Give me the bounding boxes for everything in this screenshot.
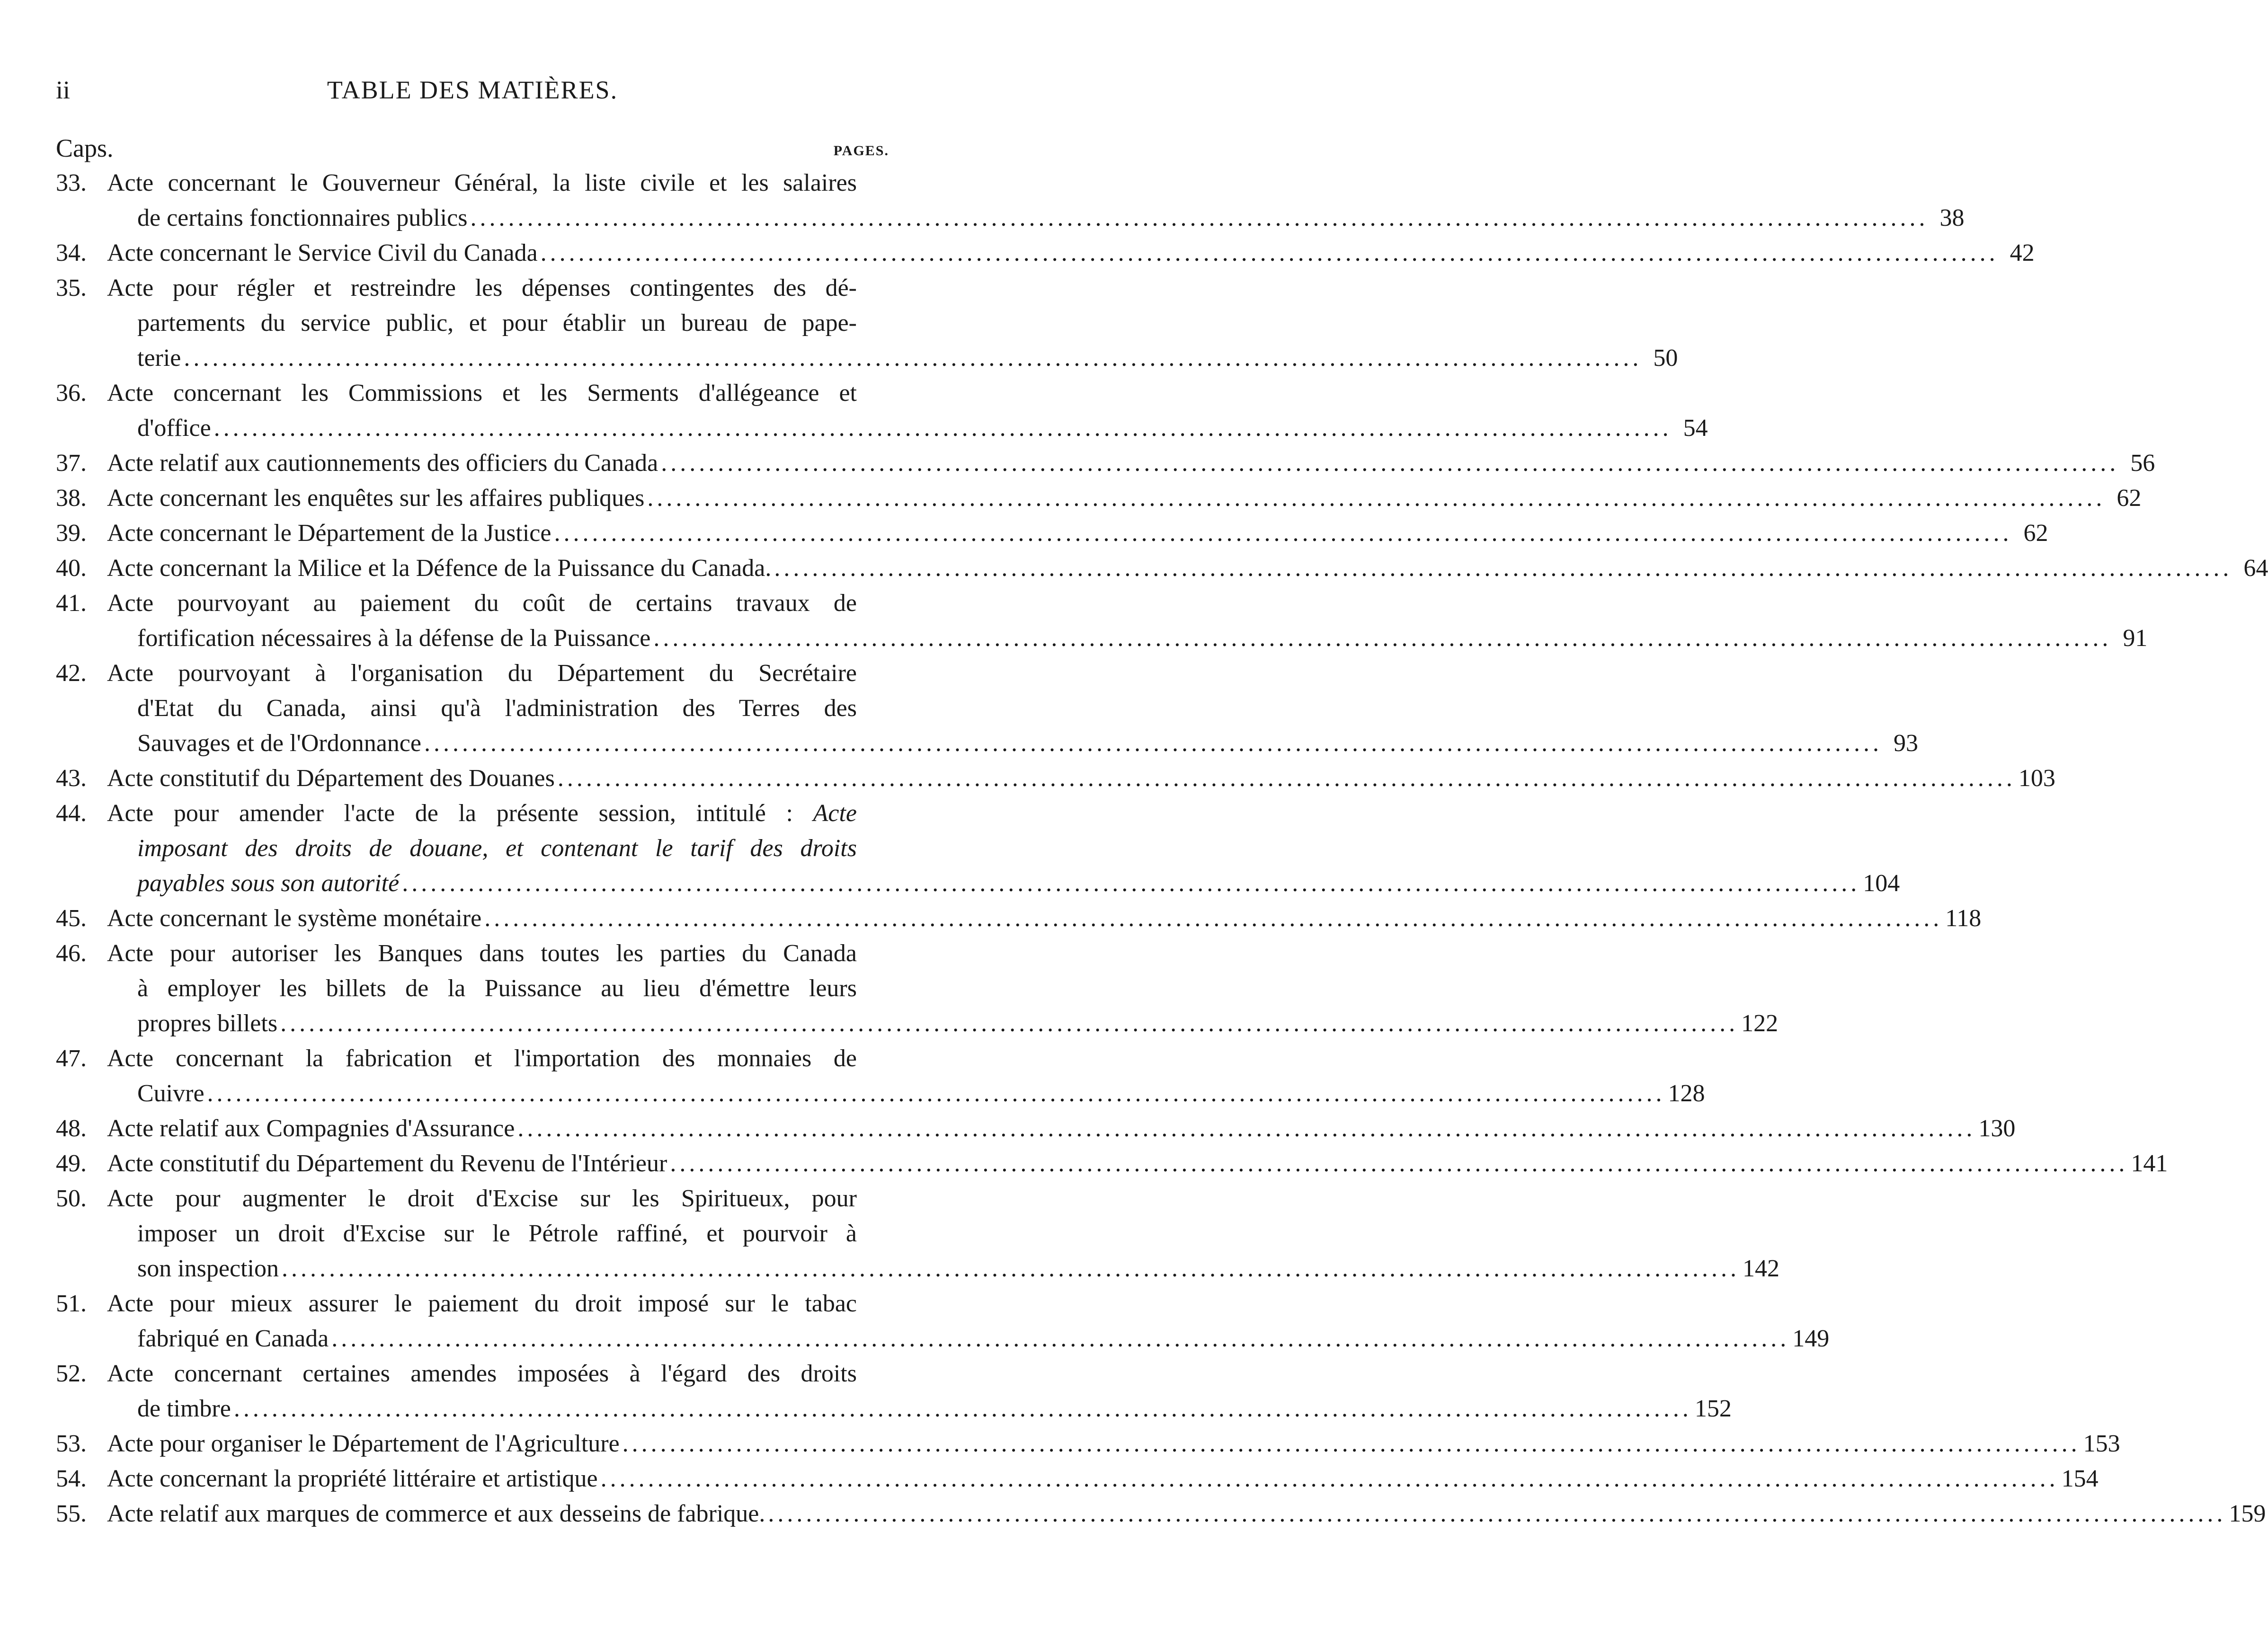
toc-line [56, 446, 2155, 481]
page-ref: 38 [1939, 204, 1965, 231]
chapter-number: 44. [56, 800, 87, 827]
toc-line [56, 201, 1965, 236]
page-number: ii [56, 76, 71, 104]
toc-entry [56, 586, 2148, 656]
dot-leader: .......................................................................................................................................................... [554, 520, 2012, 547]
chapter-number: 37. [56, 450, 87, 477]
chapter-title-line: Acte constitutif du Département des Douanes [107, 765, 555, 792]
chapter-title-line: partements du service public, et pour établir un bureau de pape- [137, 310, 857, 336]
chapter-title-line: Acte concernant le Service Civil du Canada [107, 239, 538, 266]
toc-entry [56, 446, 2155, 481]
page-ref: 103 [2018, 765, 2055, 792]
dot-leader: .......................................................................................................................................................... [647, 485, 2106, 512]
toc-line [56, 1496, 2266, 1531]
toc-line [56, 1461, 2099, 1496]
toc-line [56, 656, 889, 691]
chapter-number: 47. [56, 1045, 87, 1072]
chapter-title-line: Acte pour régler et restreindre les dépenses contingentes des dé- [107, 274, 857, 301]
page-ref: 152 [1694, 1395, 1732, 1422]
toc-entry [56, 1426, 2120, 1461]
toc-entry [56, 1461, 2099, 1496]
chapter-number: 48. [56, 1115, 87, 1142]
chapter-number: 55. [56, 1500, 87, 1527]
chapter-title-line: payables sous son autorité [137, 870, 400, 897]
toc-line [56, 481, 2142, 516]
dot-leader: .......................................................................................................................................................... [470, 204, 1929, 231]
chapter-title-line: Cuivre [137, 1080, 205, 1107]
page-ref: 142 [1742, 1255, 1779, 1282]
dot-leader: .......................................................................................................................................................... [670, 1150, 2128, 1177]
toc-line [56, 726, 1918, 761]
toc-entry [56, 1496, 2266, 1531]
chapter-number: 43. [56, 765, 87, 792]
dot-leader: .......................................................................................................................................................... [774, 555, 2232, 582]
page-ref: 42 [2010, 239, 2035, 266]
chapter-number: 36. [56, 380, 87, 407]
dot-leader: .......................................................................................................................................................... [768, 1500, 2226, 1527]
toc-entry [56, 796, 1900, 901]
toc-line [56, 376, 889, 411]
chapter-title-line: imposant des droits de douane, et contenant le tarif des droits [137, 835, 857, 862]
page-ref: 54 [1683, 415, 1708, 442]
page-ref: 93 [1893, 730, 1918, 757]
chapter-title-line: Acte concernant le Gouverneur Général, la liste civile et les salaires [107, 169, 857, 196]
page-ref: 62 [2023, 520, 2048, 547]
dot-leader: .......................................................................................................................................................... [557, 765, 2016, 792]
toc-line [56, 516, 2048, 551]
toc-line [56, 1426, 2120, 1461]
toc-entry [56, 1286, 1830, 1356]
toc-line [56, 761, 2055, 796]
toc-line [56, 236, 2035, 271]
toc-entry [56, 1041, 1705, 1111]
chapter-title-line: Acte pour autoriser les Banques dans toutes les parties du Canada [107, 940, 857, 967]
toc-line [56, 1181, 889, 1216]
chapter-number: 41. [56, 590, 87, 617]
page-ref: 64 [2243, 555, 2268, 582]
page-ref: 159 [2229, 1500, 2266, 1527]
toc-line [56, 1321, 1830, 1356]
toc-line [56, 1041, 889, 1076]
toc-line [56, 411, 1708, 446]
chapter-number: 54. [56, 1465, 87, 1492]
dot-leader: .......................................................................................................................................................... [517, 1115, 1976, 1142]
toc-line [56, 1146, 2168, 1181]
chapter-title-line: Acte pourvoyant au paiement du coût de certains travaux de [107, 590, 857, 617]
toc-entry [56, 236, 2035, 271]
chapter-title-line: Acte pour mieux assurer le paiement du droit imposé sur le tabac [107, 1290, 857, 1317]
chapter-title-line: terie [137, 345, 181, 372]
chapter-number: 39. [56, 520, 87, 547]
dot-leader: .......................................................................................................................................................... [424, 730, 1882, 757]
chapter-title-line: Acte concernant la Milice et la Défence de la Puissance du Canada. [107, 555, 772, 582]
toc-entry [56, 656, 1918, 761]
chapter-title-line: Acte concernant la propriété littéraire et artistique [107, 1465, 598, 1492]
toc-entry [56, 551, 2268, 586]
chapter-number: 53. [56, 1430, 87, 1457]
chapter-number: 34. [56, 239, 87, 266]
chapter-title-line: Acte relatif aux cautionnements des officiers du Canada [107, 450, 658, 477]
chapter-title-line: fabriqué en Canada [137, 1325, 329, 1352]
chapter-number: 50. [56, 1185, 87, 1212]
toc-line [56, 691, 889, 726]
chapter-title-line: propres billets [137, 1010, 278, 1037]
page-ref: 50 [1653, 345, 1678, 372]
chapter-title-line: Acte pour amender l'acte de la présente session, intitulé : Acte [107, 800, 857, 827]
toc-line [56, 621, 2148, 656]
chapter-number: 33. [56, 169, 87, 196]
chapter-number: 40. [56, 555, 87, 582]
chapter-title-line: Acte pourvoyant à l'organisation du Département du Secrétaire [107, 660, 857, 687]
page-ref: 118 [1945, 905, 1982, 932]
column-header [56, 132, 889, 165]
toc-entry [56, 761, 2055, 796]
page-ref: 154 [2061, 1465, 2099, 1492]
toc-line [56, 1111, 2016, 1146]
toc-line [56, 586, 889, 621]
toc-entry [56, 1111, 2016, 1146]
page-ref: 122 [1741, 1010, 1779, 1037]
toc-line [56, 306, 889, 341]
dot-leader: .......................................................................................................................................................... [600, 1465, 2059, 1492]
chapter-title-line: d'Etat du Canada, ainsi qu'à l'administration des Terres des [137, 695, 857, 722]
dot-leader: .......................................................................................................................................................... [280, 1010, 1739, 1037]
chapter-title-line: d'office [137, 415, 211, 442]
chapter-title-line: de certains fonctionnaires publics [137, 204, 468, 231]
toc-line [56, 1006, 1779, 1041]
chapter-number: 52. [56, 1360, 87, 1387]
toc-entry [56, 376, 1708, 446]
chapter-number: 35. [56, 274, 87, 301]
table-of-contents [56, 166, 2268, 1531]
dot-leader: .......................................................................................................................................................... [661, 450, 2119, 477]
toc-entry [56, 516, 2048, 551]
toc-line [56, 341, 1678, 376]
dot-leader: .......................................................................................................................................................... [540, 239, 1999, 266]
chapter-title-line: Acte concernant certaines amendes imposées à l'égard des droits [107, 1360, 857, 1387]
chapter-number: 49. [56, 1150, 87, 1177]
dot-leader: .......................................................................................................................................................... [622, 1430, 2081, 1457]
chapter-title-line: Acte concernant les enquêtes sur les affaires publiques [107, 485, 645, 512]
chapter-title-line: Acte concernant les Commissions et les Serments d'allégeance et [107, 380, 857, 407]
chapter-title-line: Acte concernant la fabrication et l'importation des monnaies de [107, 1045, 857, 1072]
chapter-title-line: imposer un droit d'Excise sur le Pétrole raffiné, et pourvoir à [137, 1220, 857, 1247]
toc-entry [56, 271, 1678, 376]
pages-column-label: PAGES. [833, 143, 889, 159]
page-ref: 153 [2083, 1430, 2120, 1457]
toc-line [56, 796, 889, 831]
chapter-title-line: son inspection [137, 1255, 279, 1282]
toc-entry [56, 936, 1779, 1041]
chapter-number: 42. [56, 660, 87, 687]
toc-line [56, 971, 889, 1006]
dot-leader: .......................................................................................................................................................... [213, 415, 1672, 442]
toc-line [56, 1356, 889, 1391]
page-title: TABLE DES MATIÈRES. [327, 76, 618, 104]
page-ref: 141 [2131, 1150, 2168, 1177]
toc-line [56, 1076, 1705, 1111]
toc-line [56, 551, 2268, 586]
chapter-title-line: à employer les billets de la Puissance au lieu d'émettre leurs [137, 975, 857, 1002]
dot-leader: .......................................................................................................................................................... [331, 1325, 1790, 1352]
toc-entry [56, 1146, 2168, 1181]
chapter-title-line: Acte constitutif du Département du Revenu de l'Intérieur [107, 1150, 667, 1177]
toc-line [56, 866, 1900, 901]
page-ref: 149 [1792, 1325, 1830, 1352]
dot-leader: .......................................................................................................................................................... [653, 625, 2112, 652]
toc-entry [56, 901, 1982, 936]
chapter-title-line: Acte pour augmenter le droit d'Excise sur les Spiritueux, pour [107, 1185, 857, 1212]
chapter-title-line: de timbre [137, 1395, 231, 1422]
toc-line [56, 901, 1982, 936]
toc-line [56, 166, 889, 201]
page-ref: 104 [1863, 870, 1900, 897]
page-ref: 128 [1668, 1080, 1705, 1107]
chapter-title-line: Acte pour organiser le Département de l'Agriculture [107, 1430, 620, 1457]
toc-line [56, 1216, 889, 1251]
toc-line [56, 1391, 1732, 1426]
chapter-number: 51. [56, 1290, 87, 1317]
toc-entry [56, 1181, 1779, 1286]
toc-entry [56, 481, 2142, 516]
dot-leader: .......................................................................................................................................................... [233, 1395, 1692, 1422]
page-ref: 130 [1978, 1115, 2016, 1142]
chapter-title-line: Acte relatif aux marques de commerce et aux desseins de fabrique. [107, 1500, 765, 1527]
dot-leader: .......................................................................................................................................................... [184, 345, 1642, 372]
toc-line [56, 831, 889, 866]
dot-leader: .......................................................................................................................................................... [484, 905, 1943, 932]
page-ref: 91 [2123, 625, 2148, 652]
chapter-number: 38. [56, 485, 87, 512]
dot-leader: .......................................................................................................................................................... [402, 870, 1860, 897]
dot-leader: .......................................................................................................................................................... [281, 1255, 1740, 1282]
toc-entry [56, 166, 1965, 236]
chapter-number: 45. [56, 905, 87, 932]
chapter-number: 46. [56, 940, 87, 967]
toc-entry [56, 1356, 1732, 1426]
chapter-title-line: Sauvages et de l'Ordonnance [137, 730, 421, 757]
toc-line [56, 936, 889, 971]
chapter-title-line: fortification nécessaires à la défense de la Puissance [137, 625, 651, 652]
dot-leader: .......................................................................................................................................................... [207, 1080, 1665, 1107]
page-ref: 62 [2117, 485, 2142, 512]
toc-line [56, 1251, 1779, 1286]
caps-column-label: Caps. [56, 134, 114, 162]
toc-line [56, 1286, 889, 1321]
running-head [56, 71, 889, 109]
toc-line [56, 271, 889, 306]
chapter-title-line: Acte concernant le Département de la Justice [107, 520, 551, 547]
chapter-title-line: Acte relatif aux Compagnies d'Assurance [107, 1115, 515, 1142]
chapter-title-line: Acte concernant le système monétaire [107, 905, 482, 932]
page-ref: 56 [2130, 450, 2155, 477]
